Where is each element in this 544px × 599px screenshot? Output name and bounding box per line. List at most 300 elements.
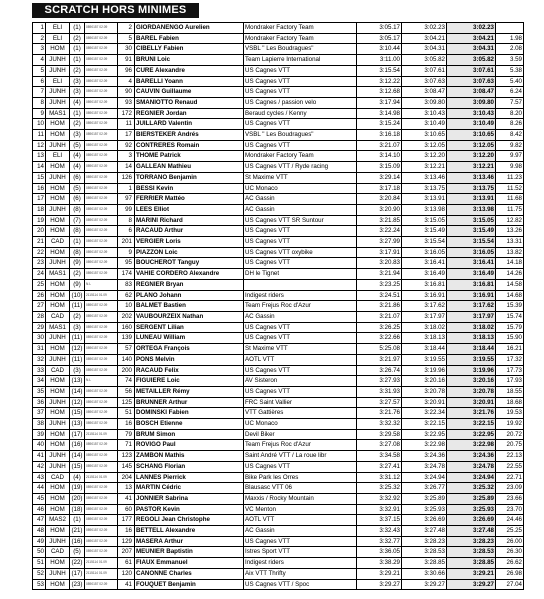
bib-number-cell: 10: [118, 301, 135, 312]
run1-time-cell: 3:27.93: [357, 376, 402, 387]
gap-cell: 8.26: [496, 119, 524, 130]
bib-number-cell: 30: [118, 44, 135, 55]
table-row: [33, 183, 524, 194]
category-position-cell: (17): [70, 568, 85, 579]
gap-cell: 15.79: [496, 322, 524, 333]
category-position-cell: (3): [70, 76, 85, 87]
rider-name-cell: BRUNNER Arthur: [135, 397, 244, 408]
rider-name-cell: CANONNE Charles: [135, 568, 244, 579]
run1-time-cell: 3:15.09: [357, 162, 402, 173]
category-position-cell: (12): [70, 397, 85, 408]
licence-cell: 0890157 02.09: [85, 365, 118, 376]
club-cell: AC Gassin: [244, 311, 357, 322]
gap-cell: 9.97: [496, 151, 524, 162]
rider-name-cell: TORRANO Benjamin: [135, 172, 244, 183]
club-cell: St Maxime VTT: [244, 344, 357, 355]
best-time-cell: 3:07.61: [447, 65, 496, 76]
gap-cell: 15.90: [496, 333, 524, 344]
rider-name-cell: REGOLI Jean Christophe: [135, 515, 244, 526]
table-row: [33, 536, 524, 547]
licence-cell: 0890157 02.09: [85, 408, 118, 419]
gap-cell: 2.08: [496, 44, 524, 55]
category-position-cell: (9): [70, 279, 85, 290]
gap-cell: 13.82: [496, 247, 524, 258]
run1-time-cell: 3:23.25: [357, 279, 402, 290]
bib-number-cell: 125: [118, 397, 135, 408]
run2-time-cell: 3:24.94: [402, 472, 447, 483]
best-time-cell: 3:02.23: [447, 23, 496, 34]
run2-time-cell: 3:27.48: [402, 526, 447, 537]
bib-number-cell: 160: [118, 322, 135, 333]
gap-cell: 8.42: [496, 130, 524, 141]
club-cell: VSBL " Les Boudragues": [244, 130, 357, 141]
category-cell: HOM: [46, 226, 70, 237]
best-time-cell: 3:18.13: [447, 333, 496, 344]
licence-cell: 0890157 02.09: [85, 461, 118, 472]
category-cell: ELI: [46, 76, 70, 87]
club-cell: AC Gassin: [244, 204, 357, 215]
licence-cell: 0890157 02.09: [85, 65, 118, 76]
rank-cell: 1: [33, 23, 46, 34]
run2-time-cell: 3:07.61: [402, 65, 447, 76]
club-cell: Maxxis / Rocky Mountain: [244, 493, 357, 504]
run1-time-cell: 3:26.74: [357, 365, 402, 376]
rank-cell: 41: [33, 451, 46, 462]
table-row: [33, 65, 524, 76]
bib-number-cell: 79: [118, 429, 135, 440]
rider-name-cell: SCHANG Florian: [135, 461, 244, 472]
club-cell: US Cagnes VTT: [244, 386, 357, 397]
run1-time-cell: 3:27.41: [357, 461, 402, 472]
run1-time-cell: 3:32.32: [357, 419, 402, 430]
club-cell: Team Frejus Roc d'Azur: [244, 301, 357, 312]
category-cell: CAD: [46, 472, 70, 483]
licence-cell: 0890157 02.09: [85, 87, 118, 98]
best-time-cell: 3:16.41: [447, 258, 496, 269]
licence-cell: 0890157 02.09: [85, 301, 118, 312]
gap-cell: 23.70: [496, 504, 524, 515]
rider-name-cell: REGNIER Jordan: [135, 108, 244, 119]
best-time-cell: 3:29.21: [447, 568, 496, 579]
category-cell: MAS1: [46, 322, 70, 333]
run2-time-cell: 3:22.34: [402, 408, 447, 419]
table-row: [33, 33, 524, 44]
category-position-cell: (2): [70, 269, 85, 280]
run1-time-cell: 3:20.84: [357, 194, 402, 205]
club-cell: Devil Biker: [244, 429, 357, 440]
gap-cell: 24.46: [496, 515, 524, 526]
best-time-cell: 3:15.49: [447, 226, 496, 237]
category-cell: HOM: [46, 386, 70, 397]
rider-name-cell: VERGIER Loris: [135, 237, 244, 248]
bib-number-cell: 6: [118, 226, 135, 237]
run2-time-cell: 3:02.23: [402, 23, 447, 34]
category-position-cell: (1): [70, 515, 85, 526]
table-row: [33, 237, 524, 248]
run1-time-cell: 3:21.97: [357, 354, 402, 365]
gap-cell: 26.30: [496, 547, 524, 558]
gap-cell: 22.55: [496, 461, 524, 472]
run2-time-cell: 3:13.91: [402, 194, 447, 205]
rank-cell: 22: [33, 247, 46, 258]
best-time-cell: 3:20.78: [447, 386, 496, 397]
run2-time-cell: 3:17.97: [402, 311, 447, 322]
bib-number-cell: 61: [118, 558, 135, 569]
rider-name-cell: MARINI Richard: [135, 215, 244, 226]
best-time-cell: 3:17.62: [447, 301, 496, 312]
category-position-cell: (2): [70, 65, 85, 76]
best-time-cell: 3:22.98: [447, 440, 496, 451]
gap-cell: 22.13: [496, 451, 524, 462]
best-time-cell: 3:25.93: [447, 504, 496, 515]
table-row: [33, 215, 524, 226]
category-position-cell: (11): [70, 354, 85, 365]
run1-time-cell: 3:29.14: [357, 172, 402, 183]
table-row: [33, 97, 524, 108]
category-cell: ELI: [46, 33, 70, 44]
club-cell: [244, 279, 357, 290]
table-row: [33, 151, 524, 162]
category-cell: HOM: [46, 558, 70, 569]
run2-time-cell: 3:24.36: [402, 451, 447, 462]
bib-number-cell: 123: [118, 451, 135, 462]
bib-number-cell: 174: [118, 269, 135, 280]
gap-cell: 14.68: [496, 290, 524, 301]
club-cell: US Cagnes VTT / Ryde racing: [244, 162, 357, 173]
licence-cell: 0890157 02.09: [85, 311, 118, 322]
rank-cell: 4: [33, 55, 46, 66]
licence-cell: 0890157 02.09: [85, 397, 118, 408]
table-row: [33, 483, 524, 494]
gap-cell: 17.73: [496, 365, 524, 376]
licence-cell: 0890157 02.09: [85, 119, 118, 130]
rank-cell: 40: [33, 440, 46, 451]
category-cell: CAD: [46, 311, 70, 322]
gap-cell: 13.26: [496, 226, 524, 237]
table-row: [33, 344, 524, 355]
run2-time-cell: 3:12.20: [402, 151, 447, 162]
category-cell: CAD: [46, 547, 70, 558]
bib-number-cell: 74: [118, 376, 135, 387]
gap-cell: 1.98: [496, 33, 524, 44]
best-time-cell: 3:04.21: [447, 33, 496, 44]
rank-cell: 12: [33, 140, 46, 151]
best-time-cell: 3:16.81: [447, 279, 496, 290]
run1-time-cell: 3:34.58: [357, 451, 402, 462]
table-row: [33, 568, 524, 579]
club-cell: AOTL VTT: [244, 354, 357, 365]
results-table: [32, 22, 524, 590]
run1-time-cell: 3:32.91: [357, 504, 402, 515]
table-row: [33, 172, 524, 183]
category-position-cell: (10): [70, 290, 85, 301]
club-cell: US Cagnes VTT: [244, 461, 357, 472]
bib-number-cell: 120: [118, 568, 135, 579]
club-cell: US Cagnes VTT: [244, 322, 357, 333]
rider-name-cell: LUNEAU William: [135, 333, 244, 344]
club-cell: US Cagnes VTT / Spoc: [244, 579, 357, 590]
club-cell: Mondraker Factory Team: [244, 33, 357, 44]
table-row: [33, 194, 524, 205]
category-position-cell: (6): [70, 194, 85, 205]
table-row: [33, 526, 524, 537]
rank-cell: 43: [33, 472, 46, 483]
run2-time-cell: 3:04.31: [402, 44, 447, 55]
run1-time-cell: 3:20.83: [357, 258, 402, 269]
bib-number-cell: 177: [118, 515, 135, 526]
category-position-cell: (5): [70, 547, 85, 558]
bib-number-cell: 3: [118, 151, 135, 162]
rider-name-cell: ROVIGO Paul: [135, 440, 244, 451]
licence-cell: 0890157 02.09: [85, 162, 118, 173]
rank-cell: 5: [33, 65, 46, 76]
club-cell: US Cagnes VTT: [244, 536, 357, 547]
rider-name-cell: GALLEAN Mathieu: [135, 162, 244, 173]
category-cell: MAS2: [46, 515, 70, 526]
category-position-cell: (20): [70, 493, 85, 504]
best-time-cell: 3:04.31: [447, 44, 496, 55]
best-time-cell: 3:16.91: [447, 290, 496, 301]
rank-cell: 20: [33, 226, 46, 237]
licence-cell: 0890157 02.09: [85, 354, 118, 365]
club-cell: Team Frejus Roc d'Azur: [244, 440, 357, 451]
rider-name-cell: VAHIE CORDERO Alexandre: [135, 269, 244, 280]
category-position-cell: (3): [70, 87, 85, 98]
licence-cell: 0890157 02.09: [85, 247, 118, 258]
licence-cell: 2115114 01.09: [85, 558, 118, 569]
licence-cell: 0890157 02.09: [85, 493, 118, 504]
bib-number-cell: 16: [118, 419, 135, 430]
rider-name-cell: RACAUD Felix: [135, 365, 244, 376]
best-time-cell: 3:18.02: [447, 322, 496, 333]
run2-time-cell: 3:13.75: [402, 183, 447, 194]
club-cell: Istres Sport VTT: [244, 547, 357, 558]
category-position-cell: (1): [70, 108, 85, 119]
licence-cell: 0890157 02.09: [85, 140, 118, 151]
run1-time-cell: 3:38.29: [357, 558, 402, 569]
licence-cell: 0890157 02.09: [85, 130, 118, 141]
category-cell: JUNH: [46, 65, 70, 76]
licence-cell: 0890157 02.09: [85, 76, 118, 87]
category-cell: JUNH: [46, 568, 70, 579]
rider-name-cell: BRUM Simon: [135, 429, 244, 440]
category-position-cell: (11): [70, 301, 85, 312]
category-position-cell: (16): [70, 440, 85, 451]
rider-name-cell: MARTIN Cédric: [135, 483, 244, 494]
rank-cell: 31: [33, 344, 46, 355]
category-position-cell: (8): [70, 247, 85, 258]
rider-name-cell: DOMINSKI Fabien: [135, 408, 244, 419]
category-position-cell: (1): [70, 55, 85, 66]
run1-time-cell: 3:21.85: [357, 215, 402, 226]
bib-number-cell: 71: [118, 440, 135, 451]
bib-number-cell: 92: [118, 140, 135, 151]
run1-time-cell: 3:17.18: [357, 183, 402, 194]
rank-cell: 44: [33, 483, 46, 494]
category-position-cell: (14): [70, 386, 85, 397]
category-position-cell: (8): [70, 226, 85, 237]
club-cell: US Cagnes VTT: [244, 226, 357, 237]
gap-cell: 7.57: [496, 97, 524, 108]
category-cell: MAS1: [46, 269, 70, 280]
table-row: [33, 451, 524, 462]
bib-number-cell: 17: [118, 130, 135, 141]
bib-number-cell: 139: [118, 333, 135, 344]
gap-cell: 22.71: [496, 472, 524, 483]
run1-time-cell: 3:21.86: [357, 301, 402, 312]
table-row: [33, 322, 524, 333]
best-time-cell: 3:20.91: [447, 397, 496, 408]
best-time-cell: 3:10.65: [447, 130, 496, 141]
gap-cell: 26.62: [496, 558, 524, 569]
licence-cell: 0890157 02.09: [85, 23, 118, 34]
rank-cell: 7: [33, 87, 46, 98]
gap-cell: 20.72: [496, 429, 524, 440]
licence-cell: 0890157 02.09: [85, 483, 118, 494]
category-cell: JUNH: [46, 354, 70, 365]
best-time-cell: 3:07.63: [447, 76, 496, 87]
category-position-cell: (16): [70, 536, 85, 547]
category-position-cell: (13): [70, 376, 85, 387]
rider-name-cell: CIBELLY Fabien: [135, 44, 244, 55]
table-row: [33, 87, 524, 98]
table-row: [33, 140, 524, 151]
run2-time-cell: 3:26.77: [402, 483, 447, 494]
best-time-cell: 3:13.46: [447, 172, 496, 183]
category-cell: JUNH: [46, 536, 70, 547]
run1-time-cell: 3:29.21: [357, 568, 402, 579]
rank-cell: 10: [33, 119, 46, 130]
category-position-cell: (4): [70, 162, 85, 173]
table-row: [33, 354, 524, 365]
category-cell: HOM: [46, 44, 70, 55]
category-cell: JUNH: [46, 419, 70, 430]
run1-time-cell: 3:17.91: [357, 247, 402, 258]
table-row: [33, 130, 524, 141]
licence-cell: 0890157 02.09: [85, 215, 118, 226]
club-cell: Indigest riders: [244, 558, 357, 569]
best-time-cell: 3:12.20: [447, 151, 496, 162]
run1-time-cell: 3:21.07: [357, 311, 402, 322]
gap-cell: 19.92: [496, 419, 524, 430]
category-position-cell: (2): [70, 119, 85, 130]
licence-cell: 0890157 02.09: [85, 108, 118, 119]
bib-number-cell: 145: [118, 461, 135, 472]
run2-time-cell: 3:16.49: [402, 269, 447, 280]
table-row: [33, 119, 524, 130]
best-time-cell: 3:29.27: [447, 579, 496, 590]
run2-time-cell: 3:15.05: [402, 215, 447, 226]
licence-cell: 0890157 02.09: [85, 237, 118, 248]
category-position-cell: (2): [70, 33, 85, 44]
category-position-cell: (13): [70, 419, 85, 430]
club-cell: Indigest riders: [244, 290, 357, 301]
table-row: [33, 333, 524, 344]
bib-number-cell: 16: [118, 526, 135, 537]
licence-cell: N.L: [85, 279, 118, 290]
bib-number-cell: 91: [118, 55, 135, 66]
gap-cell: 11.52: [496, 183, 524, 194]
category-cell: JUNH: [46, 461, 70, 472]
category-cell: HOM: [46, 429, 70, 440]
run1-time-cell: 3:10.44: [357, 44, 402, 55]
table-row: [33, 408, 524, 419]
table-row: [33, 365, 524, 376]
run2-time-cell: 3:15.49: [402, 226, 447, 237]
rider-name-cell: PASTOR Kevin: [135, 504, 244, 515]
best-time-cell: 3:13.98: [447, 204, 496, 215]
best-time-cell: 3:16.49: [447, 269, 496, 280]
run2-time-cell: 3:26.69: [402, 515, 447, 526]
club-cell: US Cagnes VTT: [244, 333, 357, 344]
run2-time-cell: 3:18.13: [402, 333, 447, 344]
rank-cell: 23: [33, 258, 46, 269]
gap-cell: 23.09: [496, 483, 524, 494]
category-position-cell: (4): [70, 97, 85, 108]
licence-cell: 0890157 02.09: [85, 333, 118, 344]
rider-name-cell: ZAMBON Mathis: [135, 451, 244, 462]
rank-cell: 39: [33, 429, 46, 440]
category-position-cell: (17): [70, 429, 85, 440]
run1-time-cell: 3:14.10: [357, 151, 402, 162]
rider-name-cell: FIAUX Emmanuel: [135, 558, 244, 569]
bib-number-cell: 90: [118, 87, 135, 98]
table-row: [33, 301, 524, 312]
licence-cell: 0890157 02.09: [85, 344, 118, 355]
table-row: [33, 493, 524, 504]
run2-time-cell: 3:22.95: [402, 429, 447, 440]
category-cell: HOM: [46, 493, 70, 504]
bib-number-cell: 62: [118, 290, 135, 301]
best-time-cell: 3:24.94: [447, 472, 496, 483]
run1-time-cell: 3:12.22: [357, 76, 402, 87]
rank-cell: 8: [33, 97, 46, 108]
run2-time-cell: 3:05.82: [402, 55, 447, 66]
table-row: [33, 269, 524, 280]
run2-time-cell: 3:22.98: [402, 440, 447, 451]
bib-number-cell: 14: [118, 162, 135, 173]
table-row: [33, 397, 524, 408]
gap-cell: 13.31: [496, 237, 524, 248]
gap-cell: 16.21: [496, 344, 524, 355]
run2-time-cell: 3:10.43: [402, 108, 447, 119]
club-cell: AC Gassin: [244, 194, 357, 205]
table-row: [33, 162, 524, 173]
run2-time-cell: 3:20.91: [402, 397, 447, 408]
run1-time-cell: 3:22.66: [357, 333, 402, 344]
rider-name-cell: PONS Melvin: [135, 354, 244, 365]
licence-cell: 0890157 02.09: [85, 183, 118, 194]
gap-cell: 18.55: [496, 386, 524, 397]
run2-time-cell: 3:28.23: [402, 536, 447, 547]
best-time-cell: 3:12.21: [447, 162, 496, 173]
club-cell: St Maxime VTT: [244, 172, 357, 183]
rank-cell: 42: [33, 461, 46, 472]
club-cell: Aix VTT Thrifty: [244, 568, 357, 579]
rider-name-cell: CAUVIN Guillaume: [135, 87, 244, 98]
table-row: [33, 461, 524, 472]
best-time-cell: 3:25.89: [447, 493, 496, 504]
category-position-cell: (9): [70, 258, 85, 269]
best-time-cell: 3:19.96: [447, 365, 496, 376]
category-cell: JUNH: [46, 204, 70, 215]
gap-cell: 20.75: [496, 440, 524, 451]
licence-cell: 0890157 02.09: [85, 536, 118, 547]
club-cell: US Cagnes VTT: [244, 119, 357, 130]
club-cell: US Cagnes VTT: [244, 76, 357, 87]
licence-cell: 0890157 02.09: [85, 172, 118, 183]
licence-cell: 2115114 01.09: [85, 472, 118, 483]
